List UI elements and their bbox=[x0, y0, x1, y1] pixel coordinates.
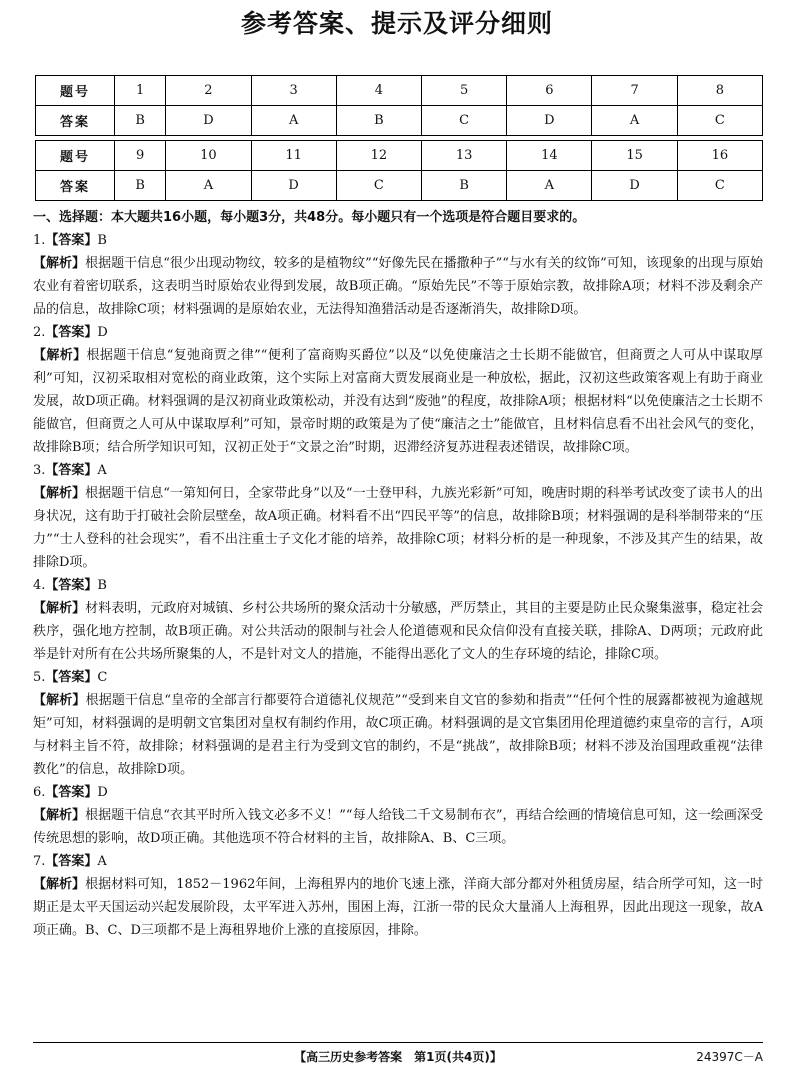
table-cell: 6 bbox=[507, 76, 592, 106]
table-answer-row bbox=[36, 171, 763, 201]
question-number: 4. bbox=[33, 578, 46, 593]
footer-code: 24397C－A bbox=[696, 1050, 763, 1064]
table-cell: C bbox=[336, 171, 421, 201]
question-list bbox=[33, 229, 763, 942]
table-cell: 15 bbox=[592, 141, 677, 171]
analysis-text: 根据题干信息“复弛商贾之律”“便利了富商购买爵位”以及“以免使廉洁之士长期不能做官，但商贾之人可从中谋取厚利”可知，汉初采取相对宽松的商业政策，这个实际上对富商大贾发展商业是一种放松，据此，汉初这些政策客观上有助于商业发展，故D项正确。材料强调的是汉初商业政策松动，并没有达到“废弛”的程度，故排除A项；根据材料“以免使廉洁之士长期不能做官，但商贾之人可从中谋取厚利”可知，景帝时期的政策是为了使“廉洁之士”能做官，且材料信息看不出社会风气的变化，故排除B项；结合所学知识可知，汉初正处于“文景之治”时期，迟滞经济复苏进程表述错误，故排除C项。 bbox=[33, 348, 763, 455]
question-answer bbox=[33, 459, 763, 482]
section-heading: 一、选择题：本大题共16小题，每小题3分，共48分。每小题只有一个选项是符合题目要求的。 bbox=[33, 210, 586, 225]
table-cell: 10 bbox=[166, 141, 251, 171]
answer-value: A bbox=[97, 463, 107, 478]
table-cell: C bbox=[677, 171, 762, 201]
question-answer bbox=[33, 666, 763, 689]
row-label: 答案 bbox=[36, 171, 115, 201]
answer-tag: 【答案】 bbox=[45, 578, 98, 593]
table-cell: D bbox=[166, 106, 251, 136]
analysis-tag: 【解析】 bbox=[33, 877, 86, 892]
question-answer bbox=[33, 321, 763, 344]
analysis-tag: 【解析】 bbox=[33, 693, 86, 708]
question-answer bbox=[33, 781, 763, 804]
table-cell: 13 bbox=[422, 141, 507, 171]
answer-tag: 【答案】 bbox=[45, 325, 98, 340]
table-cell: C bbox=[677, 106, 762, 136]
question-answer bbox=[33, 229, 763, 252]
question-number: 2. bbox=[33, 325, 46, 340]
answer-value: D bbox=[97, 325, 108, 340]
table-cell: 4 bbox=[336, 76, 421, 106]
analysis-text: 材料表明，元政府对城镇、乡村公共场所的聚众活动十分敏感，严厉禁止，其目的主要是防止民众聚集滋事，稳定社会秩序，强化地方控制，故B项正确。对公共活动的限制与社会人伦道德观和民众信仰没有直接关联，排除A、D两项；元政府此举是针对所有在公共场所聚集的人，不是针对文人的措施，不能得出恶化了文人的生存环境的结论，排除C项。 bbox=[33, 601, 763, 662]
question-number: 1. bbox=[33, 233, 46, 248]
analysis-tag: 【解析】 bbox=[33, 256, 86, 271]
table-cell: 2 bbox=[166, 76, 251, 106]
answer-table bbox=[35, 75, 763, 201]
table-cell: 9 bbox=[115, 141, 166, 171]
answer-value: C bbox=[97, 670, 108, 685]
answer-tag: 【答案】 bbox=[45, 670, 98, 685]
table-cell: 5 bbox=[422, 76, 507, 106]
question-answer bbox=[33, 574, 763, 597]
answer-content bbox=[33, 206, 763, 942]
table-number-row bbox=[36, 141, 763, 171]
table-cell: 16 bbox=[677, 141, 762, 171]
analysis-tag: 【解析】 bbox=[33, 486, 86, 501]
table-cell: 7 bbox=[592, 76, 677, 106]
question-number: 3. bbox=[33, 463, 46, 478]
question-analysis bbox=[33, 873, 763, 942]
footer-page-info: 【高三历史参考答案 第1页(共4页)】 bbox=[294, 1050, 502, 1064]
table-cell: 12 bbox=[336, 141, 421, 171]
question-analysis bbox=[33, 252, 763, 321]
answer-tag: 【答案】 bbox=[45, 785, 98, 800]
question-analysis bbox=[33, 344, 763, 459]
answer-value: B bbox=[97, 578, 107, 593]
table-cell: A bbox=[166, 171, 251, 201]
analysis-text: 根据题干信息“衣其平时所入钱文必多不义！”“每人给钱二千文易制布衣”，再结合绘画的情境信息可知，这一绘画深受传统思想的影响，故D项正确。其他选项不符合材料的主旨，故排除A、B、C三项。 bbox=[33, 808, 763, 846]
table-cell: B bbox=[336, 106, 421, 136]
table-cell: 3 bbox=[251, 76, 336, 106]
question-analysis bbox=[33, 689, 763, 781]
question-analysis bbox=[33, 597, 763, 666]
table-cell: D bbox=[251, 171, 336, 201]
table-cell: 1 bbox=[115, 76, 166, 106]
table-cell: C bbox=[422, 106, 507, 136]
table-cell: B bbox=[115, 106, 166, 136]
table-cell: A bbox=[592, 106, 677, 136]
analysis-tag: 【解析】 bbox=[33, 601, 86, 616]
page-footer bbox=[33, 1042, 763, 1069]
answer-value: B bbox=[97, 233, 107, 248]
row-label: 答案 bbox=[36, 106, 115, 136]
table-cell: D bbox=[592, 171, 677, 201]
answer-tag: 【答案】 bbox=[45, 233, 98, 248]
table-cell: A bbox=[507, 171, 592, 201]
page-title: 参考答案、提示及评分细则 bbox=[240, 9, 553, 38]
table-cell: B bbox=[115, 171, 166, 201]
table-cell: 8 bbox=[677, 76, 762, 106]
analysis-tag: 【解析】 bbox=[33, 808, 86, 823]
question-analysis bbox=[33, 804, 763, 850]
table-cell: A bbox=[251, 106, 336, 136]
table-cell: B bbox=[422, 171, 507, 201]
answer-value: A bbox=[97, 854, 107, 869]
question-answer bbox=[33, 850, 763, 873]
analysis-text: 根据题干信息“皇帝的全部言行都要符合道德礼仪规范”“受到来自文官的参劾和指责”“任何个性的展露都被视为逾越规矩”可知，材料强调的是明朝文官集团对皇权有制约作用，故C项正确。材料强调的是文官集团用伦理道德约束皇帝的言行，A项与材料主旨不符，故排除；材料强调的是君主行为受到文官的制约，不是“挑战”，故排除B项；材料不涉及治国理政重视“法律教化”的信息，故排除D项。 bbox=[33, 693, 763, 777]
answer-value: D bbox=[97, 785, 108, 800]
question-number: 5. bbox=[33, 670, 46, 685]
question-number: 6. bbox=[33, 785, 46, 800]
analysis-text: 根据题干信息“很少出现动物纹，较多的是植物纹”“好像先民在播撒种子”“与水有关的纹饰”可知，该现象的出现与原始农业有着密切联系，这表明当时原始农业得到发展，故B项正确。“原始先民”不等于原始宗教，故排除A项；材料不涉及剩余产品的信息，故排除C项；材料强调的是原始农业，无法得知渔猎活动是否逐渐消失，故排除D项。 bbox=[33, 256, 763, 317]
row-label: 题号 bbox=[36, 141, 115, 171]
table-cell: 14 bbox=[507, 141, 592, 171]
question-analysis bbox=[33, 482, 763, 574]
analysis-text: 根据材料可知，1852－1962年间，上海租界内的地价飞速上涨，洋商大部分都对外租赁房屋，结合所学可知，这一时期正是太平天国运动兴起发展阶段，太平军进入苏州，围困上海，江浙一带的民众大量涌人上海租界，因此出现这一现象，故A项正确。B、C、D三项都不是上海租界地价上涨的直接原因，排除。 bbox=[33, 877, 763, 938]
question-number: 7. bbox=[33, 854, 46, 869]
analysis-text: 根据题干信息“一第知何日，全家带此身”以及“一士登甲科，九族光彩新”可知，晚唐时期的科举考试改变了读书人的出身状况，这有助于打破社会阶层壁垒，故A项正确。材料看不出“四民平等”的信息，故排除B项；材料强调的是科举制带来的“压力”“士人登科的社会现实”，看不出注重士子文化才能的培养，故排除C项；材料分析的是一种现象，不涉及其产生的结果，故排除D项。 bbox=[33, 486, 763, 570]
row-label: 题号 bbox=[36, 76, 115, 106]
table-cell: D bbox=[507, 106, 592, 136]
table-number-row bbox=[36, 76, 763, 106]
table-cell: 11 bbox=[251, 141, 336, 171]
table-answer-row bbox=[36, 106, 763, 136]
analysis-tag: 【解析】 bbox=[33, 348, 87, 363]
answer-tag: 【答案】 bbox=[45, 854, 98, 869]
answer-tag: 【答案】 bbox=[45, 463, 98, 478]
